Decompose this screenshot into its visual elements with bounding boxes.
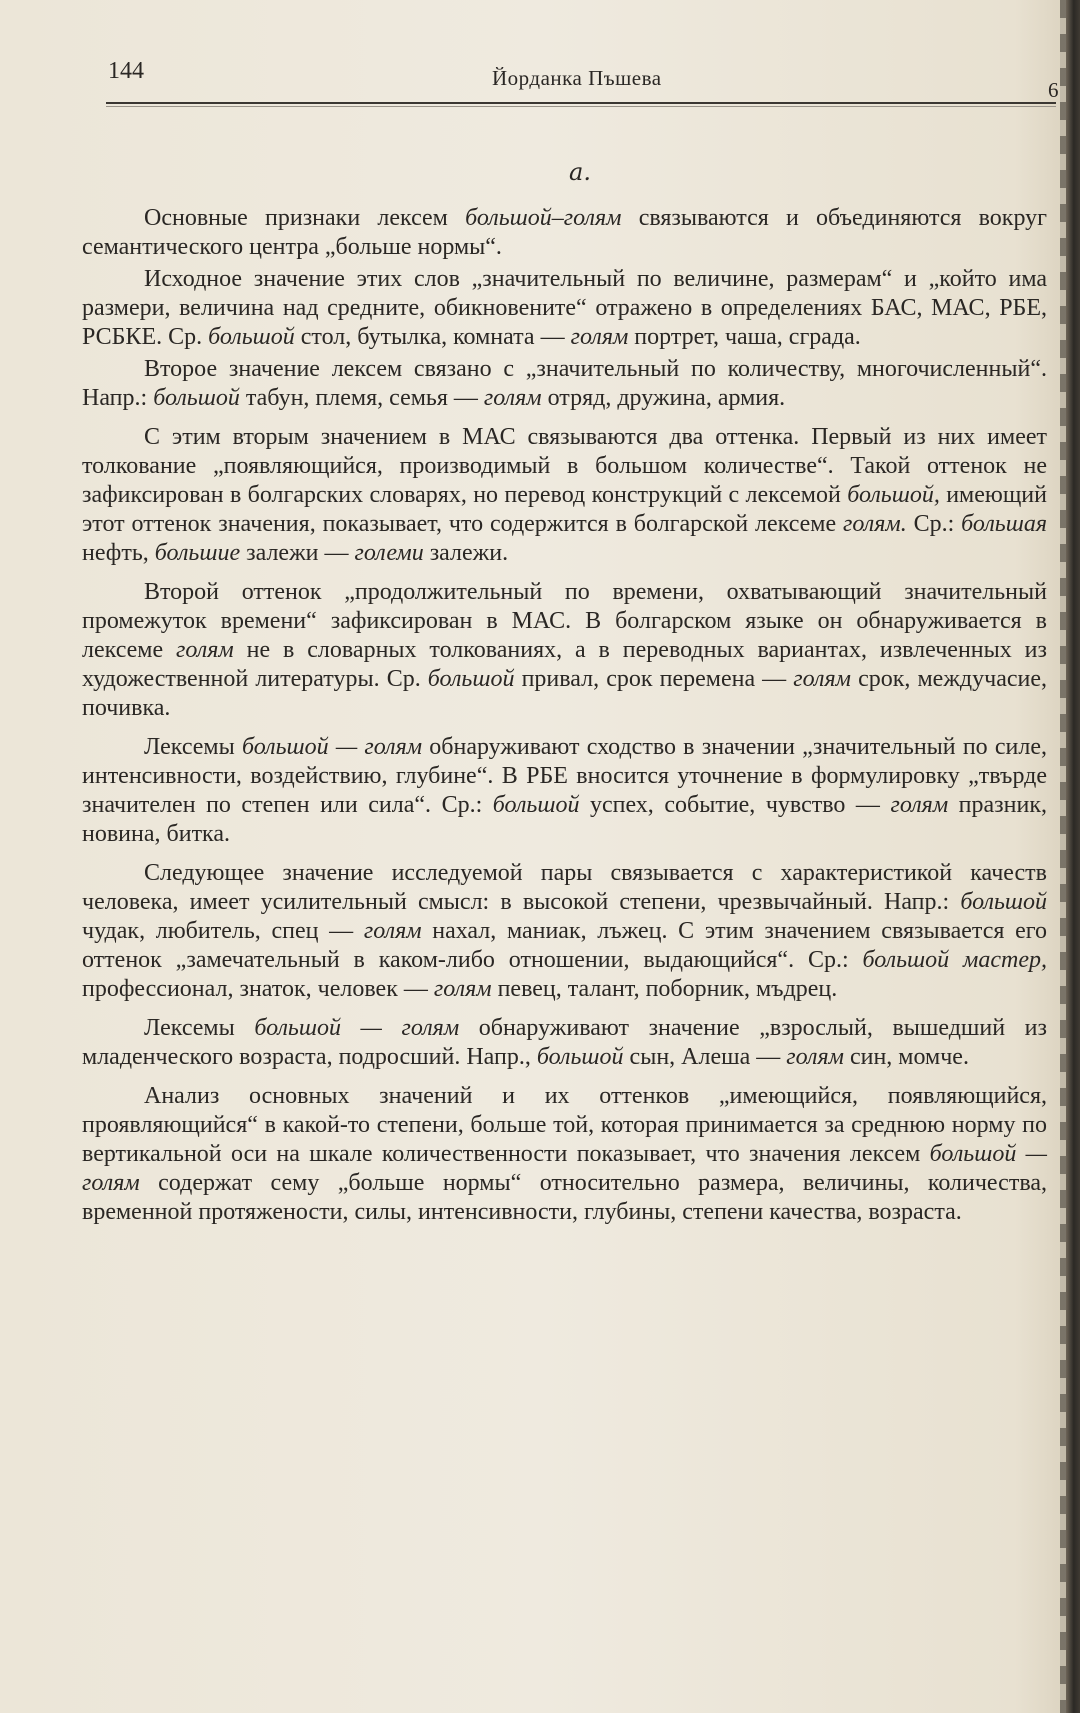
corner-mark: 6 — [1048, 78, 1059, 102]
body-text — [82, 204, 1047, 1230]
text-run: успех, событие, чувство — — [579, 792, 891, 818]
text-run: стол, бутылка, комната — — [294, 324, 571, 350]
italic-term: большой — [427, 666, 515, 692]
text-run: не в словарных толкованиях, а в переводных вариантах, извлеченных из художественной литературы. Ср. — [82, 637, 1047, 692]
italic-term: большая — [961, 511, 1047, 537]
text-run: портрет, чаша, сграда. — [628, 324, 861, 350]
italic-term: большой — [208, 324, 295, 350]
text-run: содержат сему „больше нормы“ относительно размера, величины, количества, временной протяжености, силы, интенсивности, глубины, степени качества, возраста. — [82, 1170, 1047, 1225]
book-spine — [1066, 0, 1080, 1713]
paragraph — [82, 355, 1047, 413]
text-run: залежи. — [423, 540, 509, 566]
paragraph — [82, 204, 1047, 262]
italic-term: голям — [176, 637, 234, 663]
italic-term: большой — голям — [241, 734, 423, 760]
italic-term: большой — [492, 792, 580, 818]
italic-term: большой — голям — [82, 1141, 1048, 1196]
italic-term: голям — [363, 918, 422, 944]
text-run: имеющий этот оттенок значения, показывает, что содержится в болгарской лексеме — [82, 482, 1047, 537]
text-run: нефть, — [82, 540, 155, 566]
paragraph — [82, 1082, 1047, 1227]
text-run: Лексемы — [144, 734, 242, 760]
text-run: табун, племя, семья — — [239, 385, 484, 411]
paragraph — [82, 578, 1047, 723]
text-run: Второй оттенок „продолжительный по времени, охватывающий значительный промежуток времени“ зафиксирован в МАС. В болгарском языке он обнаруживается в лексеме — [82, 579, 1047, 663]
text-run: залежи — — [240, 540, 355, 566]
text-run: отряд, дружина, армия. — [541, 385, 786, 411]
text-run: Анализ основных значений и их оттенков „имеющийся, появляющийся, проявляющийся“ в какой-то степени, больше той, которая принимается за среднюю норму по вертикальной оси на шкале количественности показывает, что значения лексем — [82, 1083, 1047, 1167]
italic-term: большой — [153, 385, 240, 411]
italic-term: голям — [890, 792, 949, 818]
italic-term: большой, — [847, 482, 940, 508]
text-run: Ср.: — [906, 511, 962, 537]
paragraph — [82, 859, 1047, 1004]
page-number: 144 — [108, 58, 144, 84]
running-head: Йорданка Пъшева — [492, 66, 662, 90]
italic-term: большой мастер, — [862, 947, 1047, 973]
text-run: привал, срок перемена — — [514, 666, 794, 692]
text-run: чудак, любитель, спец — — [82, 918, 364, 944]
paragraph — [82, 1014, 1047, 1072]
italic-term: голям — [433, 976, 492, 1002]
paragraph — [82, 423, 1047, 568]
text-run: связываются и объединяются вокруг семантического центра „больше нормы“. — [82, 205, 1047, 260]
text-run: певец, талант, поборник, мъдрец. — [491, 976, 838, 1002]
text-run: Следующее значение исследуемой пары связывается с характеристикой качеств человека, имеет усилительный смысл: в высокой степени, чрезвычайный. Напр.: — [82, 860, 1047, 915]
italic-term: большие — [154, 540, 241, 566]
italic-term: голям — [786, 1044, 844, 1070]
italic-term: большой — [960, 889, 1047, 915]
page-header — [108, 58, 1059, 102]
text-run: обнаруживают сходство в значении „значительный по силе, интенсивности, воздействию, глубине“. В РБЕ вносится уточнение в формулировку „твърде значителен по степен или сила“. Ср.: — [82, 734, 1048, 818]
italic-term: голям — [483, 385, 542, 411]
italic-term: голям — [570, 324, 629, 350]
paragraph — [82, 733, 1047, 849]
text-run: обнаруживают значение „взрослый, вышедший из младенческого возраста, подросший. Напр., — [82, 1015, 1047, 1070]
paragraph — [82, 265, 1047, 352]
text-run: нахал, маниак, лъжец. С этим значением связывается его оттенок „замечательный в каком-либо отношении, выдающийся“. Ср.: — [82, 918, 1047, 973]
text-run: Второе значение лексем связано с „значительный по количеству, многочисленный“. Напр.: — [82, 356, 1047, 411]
text-run: С этим вторым значением в МАС связываются два оттенка. Первый из них имеет толкование „появляющийся, производимый в большом количестве“. Такой оттенок не зафиксирован в болгарских словарях, но перевод конструкций с лексемой — [82, 424, 1047, 508]
header-rule — [106, 102, 1056, 104]
italic-term: големи — [354, 540, 424, 566]
italic-term: голям — [793, 666, 851, 692]
italic-term: большой — голям — [254, 1015, 460, 1041]
text-run: срок, междучасие, почивка. — [82, 666, 1047, 721]
text-run: Лексемы — [144, 1015, 255, 1041]
italic-term: большой–голям — [465, 205, 622, 231]
text-run: Основные признаки лексем — [144, 205, 466, 231]
italic-term: голям. — [843, 511, 907, 537]
text-run: син, момче. — [843, 1044, 969, 1070]
text-run: профессионал, знаток, человек — — [82, 976, 434, 1002]
text-run: сын, Алеша — — [623, 1044, 787, 1070]
text-run: Исходное значение этих слов „значительный по величине, размерам“ и „който има размери, величина над средните, обикновените“ отражено в определениях БАС, МАС, РБЕ, РСБКЕ. Ср. — [82, 266, 1047, 350]
section-label: а. — [569, 158, 591, 186]
text-run: празник, новина, битка. — [82, 792, 1048, 847]
italic-term: большой — [536, 1044, 624, 1070]
header-rule-thin — [106, 106, 1056, 107]
